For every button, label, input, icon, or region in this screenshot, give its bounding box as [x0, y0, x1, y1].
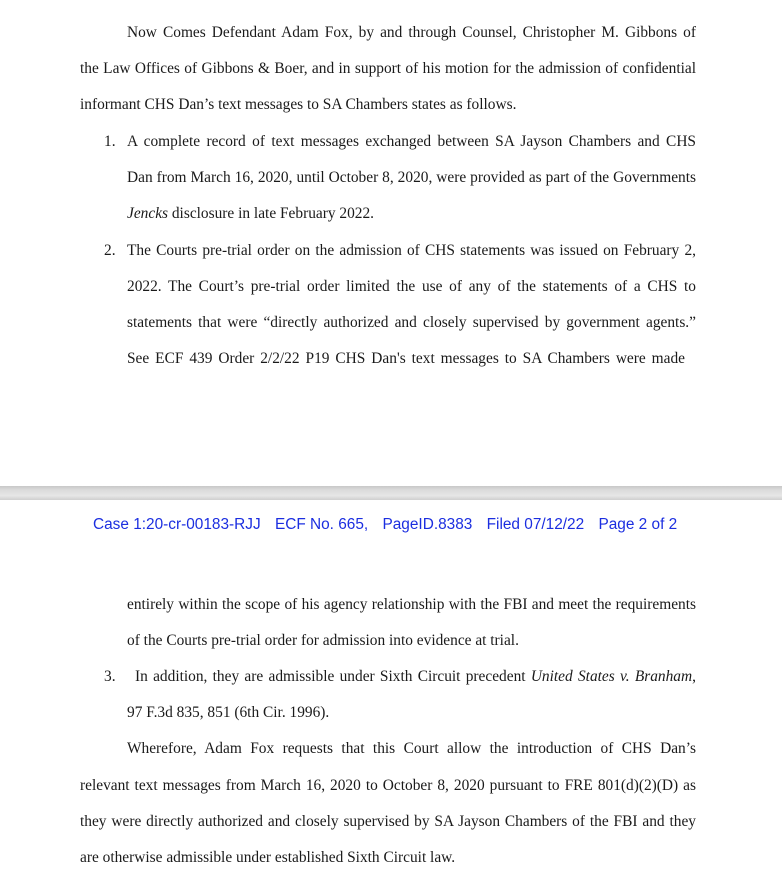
item-3-line-1	[135, 668, 696, 686]
page-count: Page 2 of 2	[598, 516, 678, 533]
page-separator	[0, 486, 782, 500]
item-3-line-1-suffix: ,	[692, 668, 696, 685]
item-1-line-2: Dan from March 16, 2020, until October 8, 2020, were provided as part of the Governments	[127, 169, 696, 186]
case-number: Case 1:20-cr-00183-RJJ	[93, 516, 261, 533]
case-citation-italic: United States v. Branham	[530, 668, 693, 685]
item-2-line-2: 2022. The Court’s pre-trial order limited the use of any of the statements of a CHS to	[127, 278, 696, 295]
item-2-line-1: The Courts pre-trial order on the admission of CHS statements was issued on February 2,	[127, 242, 696, 259]
page-id: PageID.8383	[382, 516, 473, 533]
intro-line-2: the Law Offices of Gibbons & Boer, and in support of his motion for the admission of confidential	[80, 60, 696, 77]
item-3-line-2: 97 F.3d 835, 851 (6th Cir. 1996).	[127, 704, 330, 721]
item-1-number: 1.	[104, 133, 116, 150]
conclusion-line-2: relevant text messages from March 16, 2020 to October 8, 2020 pursuant to FRE 801(d)(2)(D) as	[80, 777, 696, 794]
ecf-number: ECF No. 665,	[274, 516, 369, 533]
continuation-line-2: of the Courts pre-trial order for admission into evidence at trial.	[127, 632, 519, 649]
item-2-line-4: See ECF 439 Order 2/2/22 P19 CHS Dan's text messages to SA Chambers were made	[127, 350, 685, 367]
jencks-italic: Jencks	[127, 205, 169, 222]
item-2-line-3: statements that were “directly authorized and closely supervised by government agents.”	[127, 314, 696, 331]
conclusion-line-1: Wherefore, Adam Fox requests that this Court allow the introduction of CHS Dan’s	[127, 740, 696, 757]
continuation-line-1: entirely within the scope of his agency relationship with the FBI and meet the requirements	[127, 596, 696, 613]
filed-date: Filed 07/12/22	[486, 516, 585, 533]
item-3-number: 3.	[104, 668, 116, 685]
item-1-line-3-rest: disclosure in late February 2022.	[168, 205, 375, 222]
intro-line-3: informant CHS Dan’s text messages to SA Chambers states as follows.	[80, 96, 517, 113]
intro-line-1: Now Comes Defendant Adam Fox, by and through Counsel, Christopher M. Gibbons of	[127, 24, 696, 41]
conclusion-line-3: they were directly authorized and closely supervised by SA Jayson Chambers of the FBI and they	[80, 813, 696, 830]
item-3-line-1-prefix: In addition, they are admissible under Sixth Circuit precedent	[135, 668, 531, 685]
case-header-stamp	[93, 515, 693, 535]
conclusion-line-4: are otherwise admissible under established Sixth Circuit law.	[80, 849, 456, 866]
item-1-line-3	[127, 205, 374, 223]
item-1-line-1: A complete record of text messages exchanged between SA Jayson Chambers and CHS	[127, 133, 696, 150]
item-2-number: 2.	[104, 242, 116, 259]
